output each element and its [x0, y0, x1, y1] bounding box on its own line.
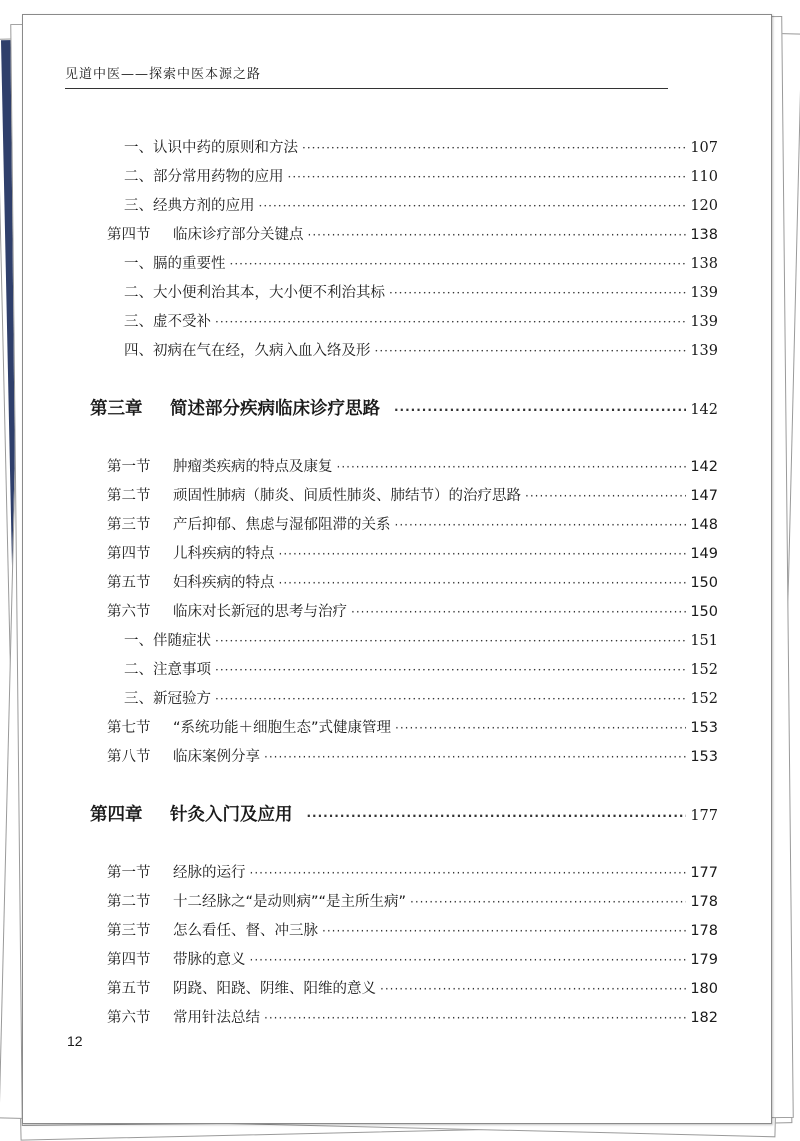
- dot-leader: [264, 750, 686, 764]
- toc-subsection-entry[interactable]: [124, 136, 718, 157]
- toc-entry-text: 一、膈的重要性: [124, 256, 226, 272]
- toc-entry-title: [107, 977, 376, 998]
- toc-entry-text: 怎么看任、督、冲三脉: [173, 923, 318, 939]
- toc-subsection-entry[interactable]: [124, 165, 718, 186]
- toc-section-entry[interactable]: [107, 745, 718, 766]
- toc-section-entry[interactable]: [107, 716, 718, 737]
- toc-entry-number: 第四章: [90, 805, 143, 825]
- toc-entry-title: [90, 801, 293, 826]
- toc-entry-title: [90, 395, 380, 420]
- toc-subsection-entry[interactable]: [124, 339, 718, 360]
- toc-page-number: 150: [690, 575, 718, 591]
- toc-entry-number: 第一节: [107, 459, 151, 475]
- toc-section-entry[interactable]: [107, 513, 718, 534]
- toc-entry-number: 第三节: [107, 517, 151, 533]
- dot-leader: [380, 982, 686, 996]
- toc-entry-text: 临床案例分享: [173, 749, 260, 765]
- toc-section-entry[interactable]: [107, 977, 718, 998]
- toc-page-number: 139: [690, 314, 718, 330]
- toc-page-number: 110: [690, 169, 718, 185]
- toc-entry-title: [107, 571, 275, 592]
- toc-entry-title: [107, 223, 304, 244]
- toc-entry-title: [107, 513, 391, 534]
- page-number: 12: [67, 1033, 83, 1049]
- toc-entry-text: 顽固性肺病（肺炎、间质性肺炎、肺结节）的治疗思路: [173, 488, 521, 504]
- dot-leader: [259, 199, 687, 213]
- toc-subsection-entry[interactable]: [124, 194, 718, 215]
- toc-subsection-entry[interactable]: [124, 281, 718, 302]
- toc-page-number: 153: [690, 749, 718, 765]
- toc-entry-title: [107, 716, 391, 737]
- toc-entry-text: 三、新冠验方: [124, 691, 211, 707]
- dot-leader: [322, 924, 686, 938]
- toc-page-number: 142: [690, 459, 718, 475]
- toc-entry-number: 第三节: [107, 923, 151, 939]
- toc-entry-text: 针灸入门及应用: [170, 805, 293, 825]
- dot-leader: [279, 576, 687, 590]
- toc-entry-title: [124, 281, 385, 302]
- dot-leader: [308, 228, 687, 242]
- toc-entry-number: 第八节: [107, 749, 151, 765]
- toc-page-number: 178: [690, 894, 718, 910]
- dot-leader: [389, 286, 686, 300]
- toc-entry-text: “系统功能＋细胞生态”式健康管理: [173, 720, 392, 736]
- toc-entry-title: [124, 165, 284, 186]
- dot-leader: [215, 315, 686, 329]
- toc-entry-text: 十二经脉之“是动则病”“是主所生病”: [173, 894, 407, 910]
- toc-entry-text: 临床诊疗部分关键点: [173, 227, 304, 243]
- toc-page-number: 177: [690, 865, 718, 881]
- toc-entry-number: 第四节: [107, 952, 151, 968]
- dot-leader: [230, 257, 687, 271]
- toc-page-number: 149: [690, 546, 718, 562]
- toc-page-number: 120: [690, 198, 718, 214]
- dot-leader: [288, 170, 687, 184]
- toc-entry-title: [107, 455, 333, 476]
- header-rule: [65, 88, 668, 89]
- dot-leader: [215, 692, 686, 706]
- toc-entry-text: 三、虚不受补: [124, 314, 211, 330]
- toc-chapter-entry[interactable]: [90, 395, 718, 420]
- toc-page-number: 151: [690, 633, 718, 649]
- toc-section-entry[interactable]: [107, 571, 718, 592]
- dot-leader: [395, 518, 687, 532]
- toc-entry-text: 产后抑郁、焦虑与湿郁阻滞的关系: [173, 517, 391, 533]
- toc-entry-title: [107, 948, 246, 969]
- toc-entry-title: [107, 484, 521, 505]
- toc-page-number: 138: [690, 256, 718, 272]
- toc-entry-number: 第五节: [107, 575, 151, 591]
- toc-chapter-entry[interactable]: [90, 801, 718, 826]
- toc-section-entry[interactable]: [107, 919, 718, 940]
- toc-page-number: 107: [690, 140, 718, 156]
- toc-page-number: 138: [690, 227, 718, 243]
- toc-page-number: 153: [690, 720, 718, 736]
- toc-entry-text: 一、认识中药的原则和方法: [124, 140, 298, 156]
- toc-section-entry[interactable]: [107, 861, 718, 882]
- toc-entry-title: [107, 919, 318, 940]
- toc-page-number: 148: [690, 517, 718, 533]
- toc-entry-number: 第四节: [107, 546, 151, 562]
- toc-entry-number: 第四节: [107, 227, 151, 243]
- toc-section-entry[interactable]: [107, 542, 718, 563]
- toc-entry-number: 第二节: [107, 894, 151, 910]
- dot-leader: [394, 403, 686, 417]
- toc-entry-title: [107, 1006, 260, 1027]
- toc-subsection-entry[interactable]: [124, 310, 718, 331]
- toc-entry-title: [124, 629, 211, 650]
- toc-entry-text: 简述部分疾病临床诊疗思路: [170, 399, 380, 419]
- toc-entry-text: 常用针法总结: [173, 1010, 260, 1026]
- toc-entry-title: [107, 600, 347, 621]
- toc-section-entry[interactable]: [107, 600, 718, 621]
- dot-leader: [302, 141, 686, 155]
- toc-page-number: 147: [690, 488, 718, 504]
- toc-entry-title: [124, 687, 211, 708]
- toc-section-entry[interactable]: [107, 948, 718, 969]
- toc-entry-title: [124, 252, 226, 273]
- toc-entry-title: [107, 542, 275, 563]
- dot-leader: [307, 809, 687, 823]
- toc-page-number: 180: [690, 981, 718, 997]
- toc-page-number: 177: [690, 808, 718, 824]
- toc-subsection-entry[interactable]: [124, 629, 718, 650]
- dot-leader: [215, 663, 686, 677]
- toc-entry-text: 带脉的意义: [173, 952, 246, 968]
- dot-leader: [410, 895, 686, 909]
- dot-leader: [279, 547, 687, 561]
- dot-leader: [250, 953, 687, 967]
- toc-entry-title: [124, 339, 371, 360]
- toc-page-number: 150: [690, 604, 718, 620]
- toc-entry-text: 妇科疾病的特点: [173, 575, 275, 591]
- toc-section-entry[interactable]: [107, 1006, 718, 1027]
- toc-page-number: 182: [690, 1010, 718, 1026]
- toc-entry-number: 第五节: [107, 981, 151, 997]
- toc-page-number: 139: [690, 343, 718, 359]
- toc-entry-title: [107, 745, 260, 766]
- toc-subsection-entry[interactable]: [124, 658, 718, 679]
- toc-section-entry[interactable]: [107, 484, 718, 505]
- toc-entry-title: [124, 658, 211, 679]
- toc-page-number: 178: [690, 923, 718, 939]
- toc-section-entry[interactable]: [107, 890, 718, 911]
- toc-entry-text: 肿瘤类疾病的特点及康复: [173, 459, 333, 475]
- toc-entry-number: 第三章: [90, 399, 143, 419]
- toc-entry-title: [124, 310, 211, 331]
- toc-entry-text: 阴跷、阳跷、阴维、阳维的意义: [173, 981, 376, 997]
- toc-page-number: 152: [690, 662, 718, 678]
- toc-subsection-entry[interactable]: [124, 687, 718, 708]
- toc-entry-text: 四、初病在气在经，久病入血入络及形: [124, 343, 371, 359]
- toc-entry-text: 儿科疾病的特点: [173, 546, 275, 562]
- toc-entry-title: [124, 136, 298, 157]
- dot-leader: [395, 721, 686, 735]
- toc-page-number: 179: [690, 952, 718, 968]
- toc-entry-text: 经脉的运行: [173, 865, 246, 881]
- toc-entry-title: [107, 861, 246, 882]
- toc-section-entry[interactable]: [107, 455, 718, 476]
- toc-entry-number: 第一节: [107, 865, 151, 881]
- toc-entry-text: 临床对长新冠的思考与治疗: [173, 604, 347, 620]
- dot-leader: [250, 866, 687, 880]
- toc-entry-title: [107, 890, 406, 911]
- toc-entry-number: 第二节: [107, 488, 151, 504]
- dot-leader: [525, 489, 686, 503]
- dot-leader: [351, 605, 686, 619]
- toc-entry-text: 二、注意事项: [124, 662, 211, 678]
- toc-section-entry[interactable]: [107, 223, 718, 244]
- toc-page-number: 139: [690, 285, 718, 301]
- toc-entry-number: 第六节: [107, 604, 151, 620]
- toc-entry-text: 二、部分常用药物的应用: [124, 169, 284, 185]
- toc-page-number: 152: [690, 691, 718, 707]
- toc-subsection-entry[interactable]: [124, 252, 718, 273]
- toc-entry-number: 第六节: [107, 1010, 151, 1026]
- toc-entry-text: 一、伴随症状: [124, 633, 211, 649]
- toc-page-number: 142: [690, 402, 718, 418]
- toc-entry-title: [124, 194, 255, 215]
- dot-leader: [264, 1011, 686, 1025]
- dot-leader: [337, 460, 687, 474]
- toc-entry-text: 三、经典方剂的应用: [124, 198, 255, 214]
- toc-entry-text: 二、大小便利治其本，大小便不利治其标: [124, 285, 385, 301]
- running-head: 见道中医——探索中医本源之路: [65, 67, 262, 82]
- dot-leader: [375, 344, 687, 358]
- dot-leader: [215, 634, 686, 648]
- toc-entry-number: 第七节: [107, 720, 151, 736]
